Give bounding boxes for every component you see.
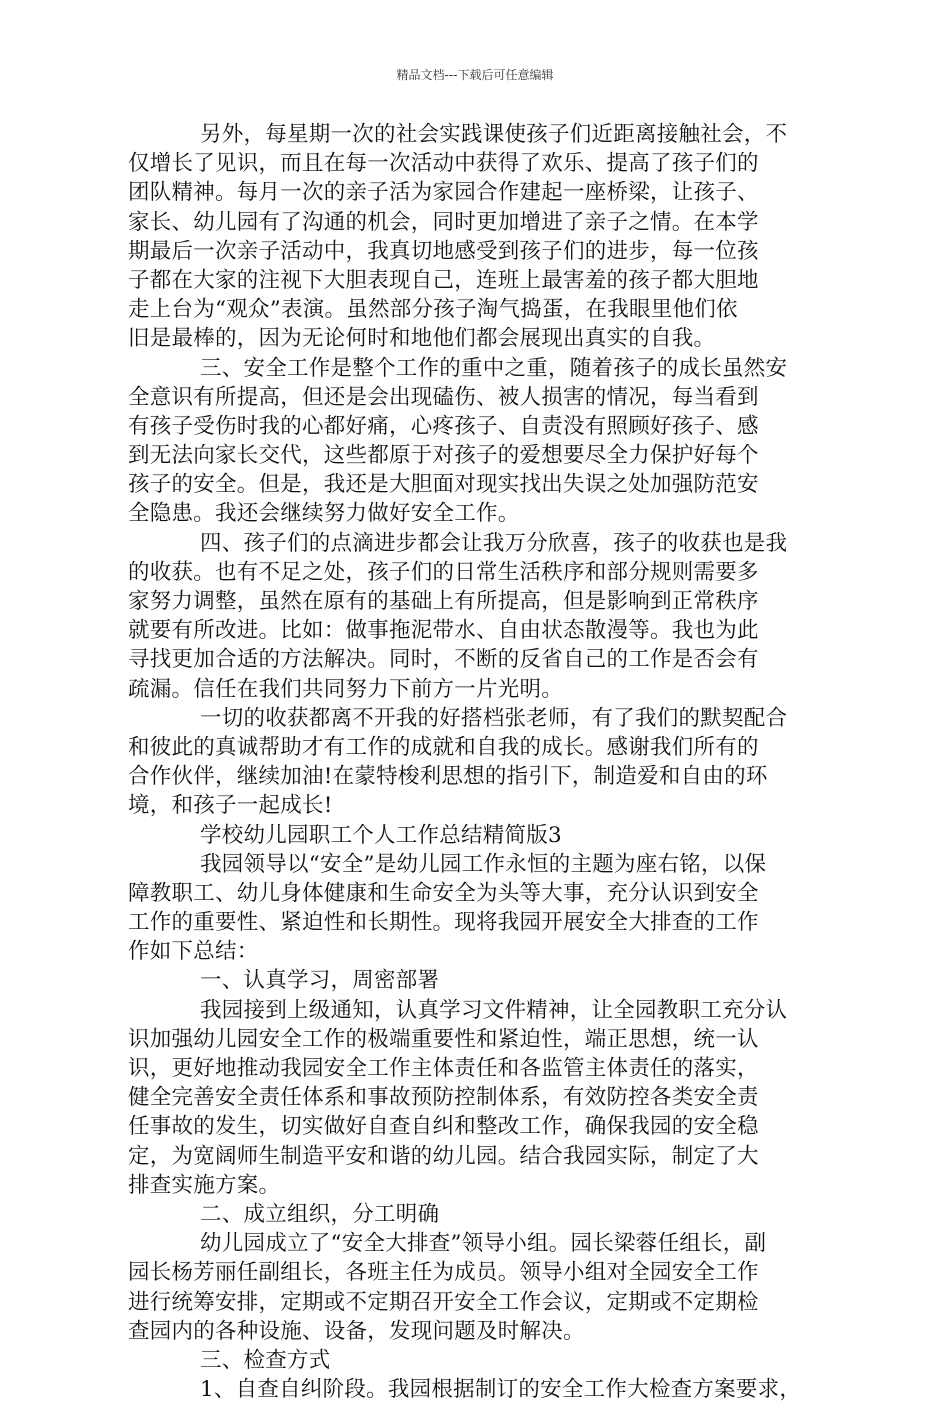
text-line: 查园内的各种设施、设备，发现问题及时解决。 [128,1318,585,1344]
text-line: 园长杨芳丽任副组长，各班主任为成员。领导小组对全园安全工作 [128,1260,759,1286]
text-line: 家努力调整，虽然在原有的基础上有所提高，但是影响到正常秩序 [128,589,759,614]
text-line: 学校幼儿园职工个人工作总结精简版3 [200,822,562,848]
text-line: 到无法向家长交代，这些都原于对孩子的爱想要尽全力保护好每个 [128,443,759,469]
text-line: 寻找更加合适的方法解决。同时，不断的反省自己的工作是否会有 [128,647,759,673]
text-line: 二、成立组织，分工明确 [200,1201,440,1227]
text-line: 任事故的发生，切实做好自查自纠和整改工作，确保我园的安全稳 [128,1114,759,1140]
text-line: 全意识有所提高，但还是会出现磕伤、被人损害的情况，每当看到 [128,384,759,410]
text-line: 一、认真学习，周密部署 [200,968,440,994]
text-line: 定，为宽阔师生制造平安和谐的幼儿园。结合我园实际，制定了大 [128,1143,759,1169]
text-line: 健全完善安全责任体系和事故预防控制体系，有效防控各类安全责 [128,1085,759,1111]
page-header: 精品文档---下载后可任意编辑 [396,68,554,82]
text-line: 旧是最棒的，因为无论何时和地他们都会展现出真实的自我。 [128,326,716,352]
text-line: 1、自查自纠阶段。我园根据制订的安全工作大检查方案要求， [200,1377,802,1403]
text-line: 我园接到上级通知，认真学习文件精神，让全园教职工充分认 [200,997,788,1023]
text-line: 进行统筹安排，定期或不定期召开安全工作会议，定期或不定期检 [128,1289,759,1315]
text-line: 和彼此的真诚帮助才有工作的成就和自我的成长。感谢我们所有的 [128,734,759,760]
text-line: 工作的重要性、紧迫性和长期性。现将我园开展安全大排查的工作 [128,910,759,936]
text-line: 孩子的安全。但是，我还是大胆面对现实找出失误之处加强防范安 [128,472,759,498]
text-line: 的收获。也有不足之处，孩子们的日常生活秩序和部分规则需要多 [128,559,759,585]
document-body [128,120,822,1404]
text-line: 期最后一次亲子活动中，我真切地感受到孩子们的进步，每一位孩 [128,238,759,264]
text-line: 仅增长了见识，而且在每一次活动中获得了欢乐、提高了孩子们的 [128,151,759,177]
text-line: 疏漏。信任在我们共同努力下前方一片光明。 [128,676,564,702]
text-line: 一切的收获都离不开我的好搭档张老师，有了我们的默契配合 [200,705,788,731]
text-line: 境，和孩子一起成长! [128,793,333,819]
text-line: 障教职工、幼儿身体健康和生命安全为头等大事，充分认识到安全 [128,880,759,906]
text-line: 识加强幼儿园安全工作的极端重要性和紧迫性，端正思想，统一认 [128,1026,759,1052]
text-line: 合作伙伴，继续加油!在蒙特梭利思想的指引下，制造爱和自由的环 [128,764,768,790]
text-line: 家长、幼儿园有了沟通的机会，同时更加增进了亲子之情。在本学 [128,209,759,235]
text-line: 团队精神。每月一次的亲子活为家园合作建起一座桥梁，让孩子、 [128,180,759,206]
text-line: 走上台为“观众”表演。虽然部分孩子淘气捣蛋，在我眼里他们依 [128,297,738,323]
text-line: 幼儿园成立了“安全大排查”领导小组。园长梁蓉任组长，副 [200,1231,767,1257]
text-line: 全隐患。我还会继续努力做好安全工作。 [128,501,520,527]
text-line: 作如下总结： [128,939,259,965]
text-line: 识，更好地推动我园安全工作主体责任和各监管主体责任的落实， [128,1056,759,1081]
text-line: 我园领导以“安全”是幼儿园工作永恒的主题为座右铭，以保 [200,851,767,877]
text-line: 三、检查方式 [200,1347,331,1373]
text-line: 就要有所改进。比如：做事拖泥带水、自由状态散漫等。我也为此 [128,618,759,644]
text-line: 三、安全工作是整个工作的重中之重，随着孩子的成长虽然安 [200,355,788,381]
text-line: 子都在大家的注视下大胆表现自己，连班上最害羞的孩子都大胆地 [128,267,759,293]
text-line: 排查实施方案。 [128,1172,281,1198]
text-line: 有孩子受伤时我的心都好痛，心疼孩子、自责没有照顾好孩子、感 [128,413,759,439]
text-line: 四、孩子们的点滴进步都会让我万分欣喜，孩子的收获也是我 [200,530,788,556]
text-line: 另外，每星期一次的社会实践课使孩子们近距离接触社会，不 [200,122,788,147]
